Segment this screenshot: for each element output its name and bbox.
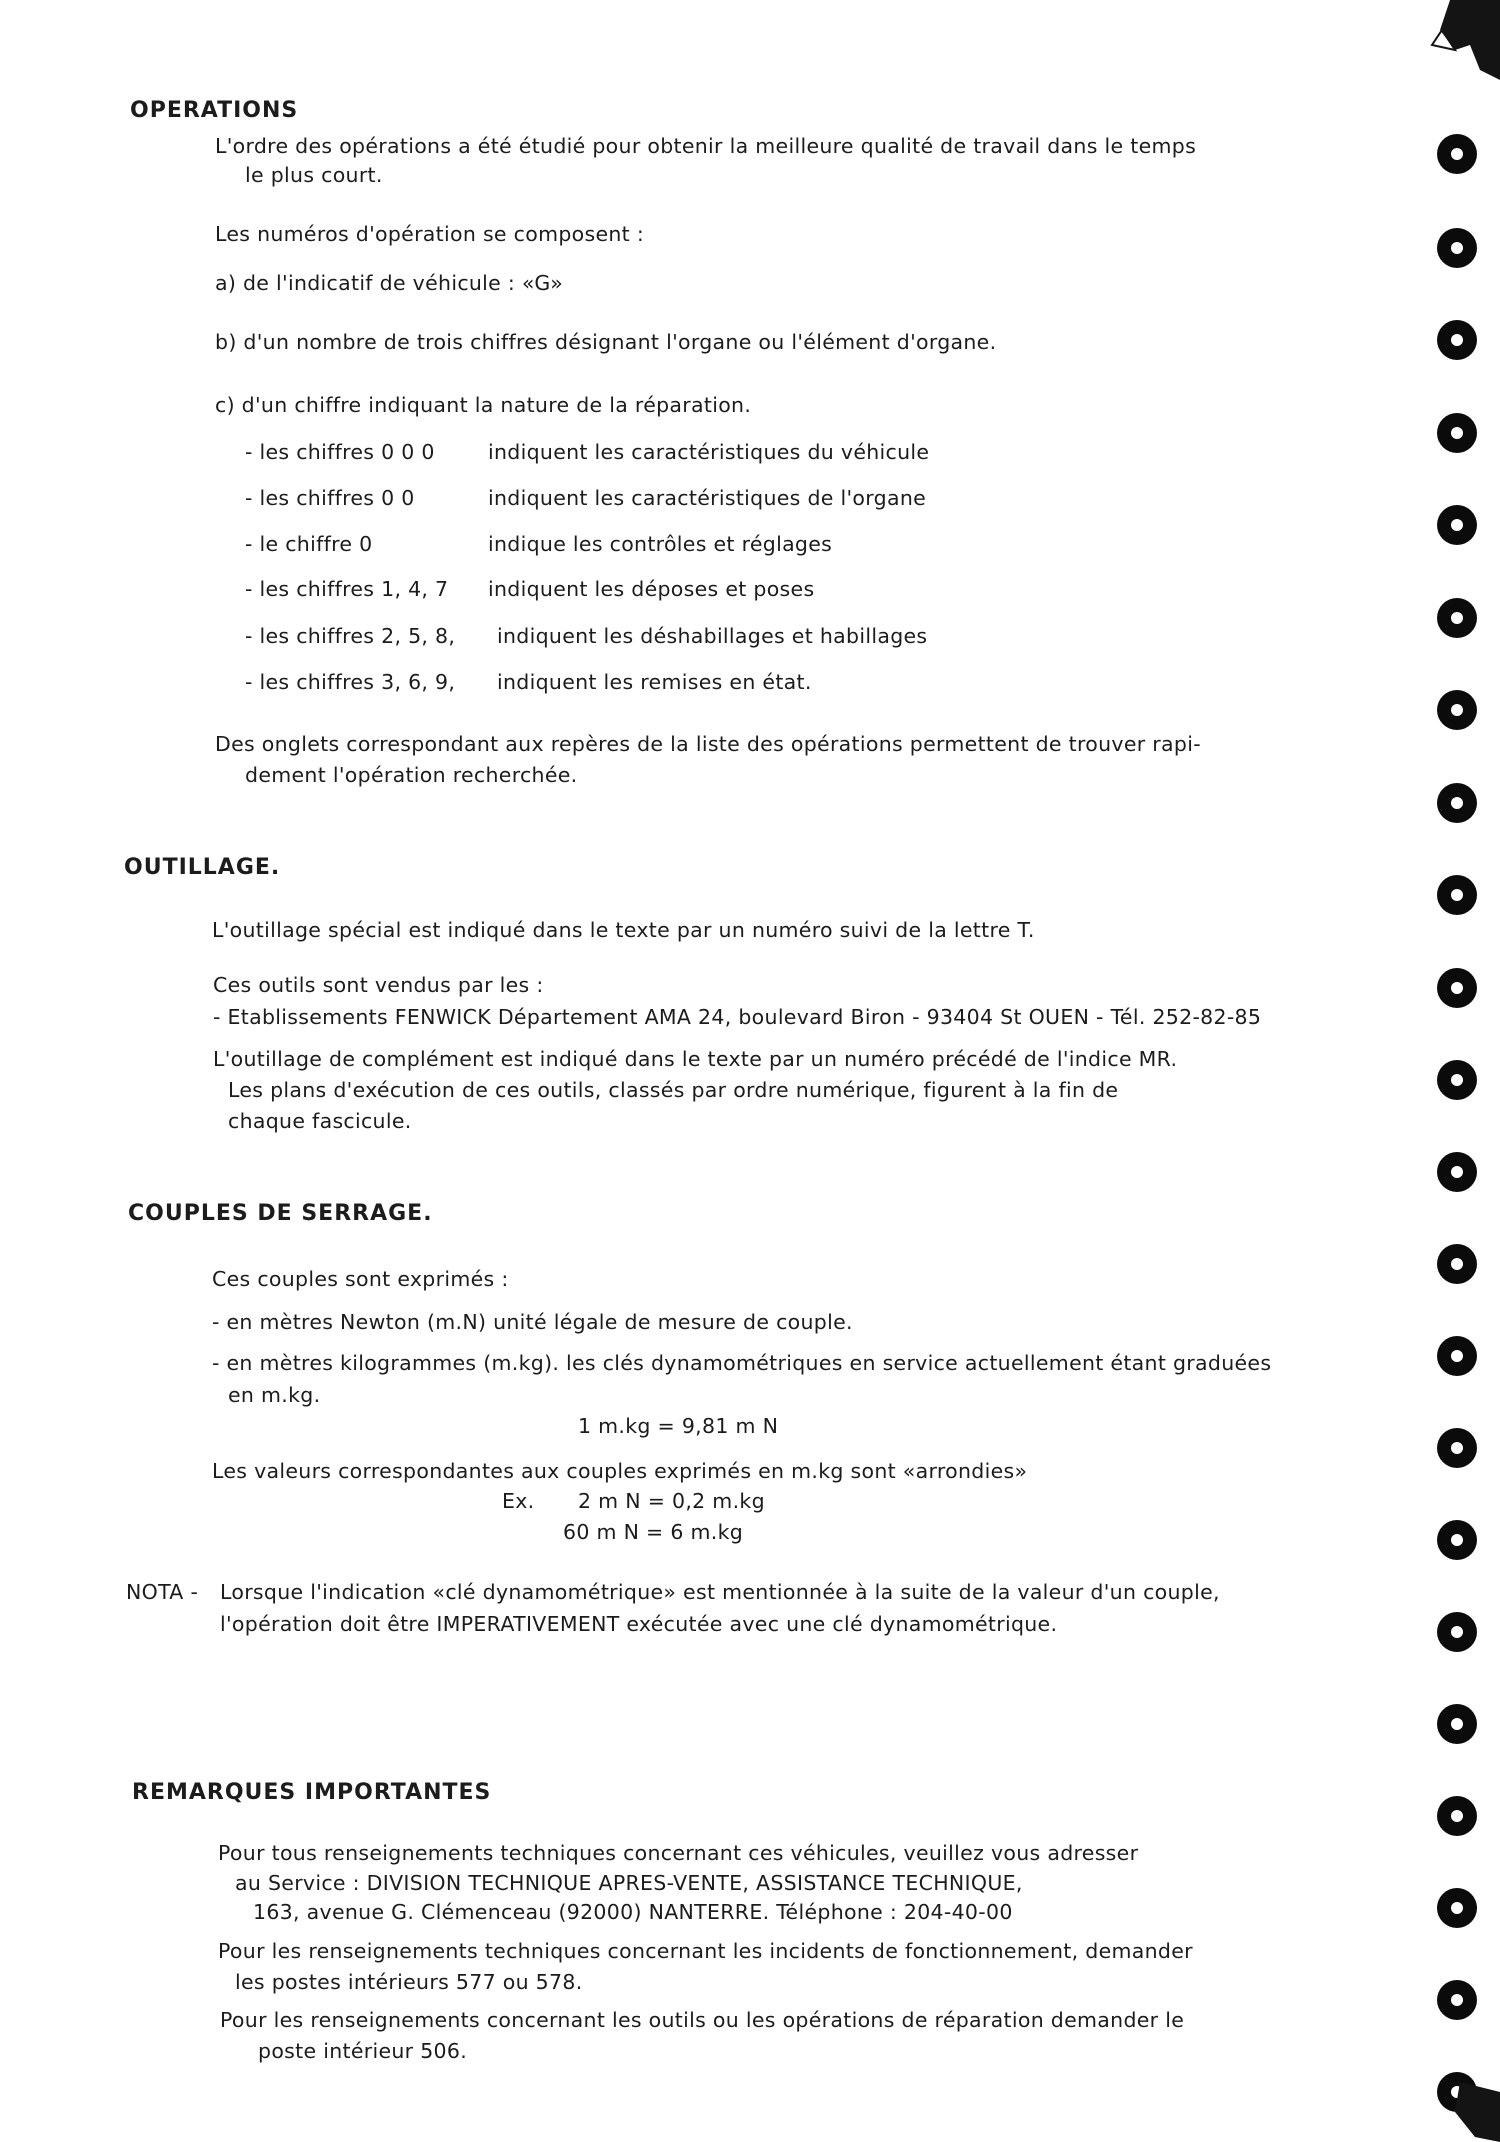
tabs-note-line1: Des onglets correspondant aux repères de la liste des opérations permettent de trouver rapi- [215,732,1201,756]
service-contact-line2: au Service : DIVISION TECHNIQUE APRES-VENTE, ASSISTANCE TECHNIQUE, [235,1871,1023,1895]
tools-contact-line2: poste intérieur 506. [258,2039,468,2063]
rounded-values-text: Les valeurs correspondantes aux couples exprimés en m.kg sont «arrondies» [212,1459,1028,1483]
digit-label: - les chiffres 2, 5, 8, [245,624,456,648]
complement-tools-line1: L'outillage de complément est indiqué dans le texte par un numéro précédé de l'indice MR. [213,1047,1178,1071]
digit-meaning: indique les contrôles et réglages [488,532,833,556]
newton-metres: - en mètres Newton (m.N) unité légale de mesure de couple. [212,1310,853,1334]
punch-hole [1437,134,1477,174]
operation-numbers-intro: Les numéros d'opération se composent : [215,222,645,246]
incidents-contact-line2: les postes intérieurs 577 ou 578. [235,1970,583,1994]
kilogram-metres-line2: en m.kg. [228,1383,321,1407]
service-contact-line1: Pour tous renseignements techniques concernant ces véhicules, veuillez vous adresser [218,1841,1139,1865]
digit-label: - les chiffres 0 0 0 [245,440,435,464]
punch-hole [1437,1612,1477,1652]
item-b: b) d'un nombre de trois chiffres désignant l'organe ou l'élément d'organe. [215,330,997,354]
punch-hole [1437,1152,1477,1192]
punch-hole [1437,1980,1477,2020]
tabs-note-line2: dement l'opération recherchée. [245,763,578,787]
couples-heading: COUPLES DE SERRAGE. [128,1201,433,1226]
punch-hole [1437,1796,1477,1836]
example-1: 2 m N = 0,2 m.kg [578,1489,765,1513]
punch-hole [1437,875,1477,915]
example-2: 60 m N = 6 m.kg [563,1520,744,1544]
item-a: a) de l'indicatif de véhicule : «G» [215,271,564,295]
torques-expressed: Ces couples sont exprimés : [212,1267,509,1291]
punch-hole [1437,968,1477,1008]
conversion-formula: 1 m.kg = 9,81 m N [578,1414,779,1438]
item-c: c) d'un chiffre indiquant la nature de la réparation. [215,393,752,417]
digit-label: - le chiffre 0 [245,532,373,556]
torn-corner-bottom [1440,2082,1500,2142]
punch-hole [1437,690,1477,730]
remarques-heading: REMARQUES IMPORTANTES [132,1780,492,1805]
punch-hole [1437,783,1477,823]
punch-hole [1437,1336,1477,1376]
tools-sold-by: Ces outils sont vendus par les : [213,973,544,997]
kilogram-metres-line1: - en mètres kilogrammes (m.kg). les clés dynamométriques en service actuellement étant graduées [212,1351,1272,1375]
punch-hole [1437,1244,1477,1284]
tools-contact-line1: Pour les renseignements concernant les outils ou les opérations de réparation demander le [220,2008,1185,2032]
torn-corner-top [1410,0,1500,90]
punch-hole [1437,320,1477,360]
digit-meaning: indiquent les caractéristiques du véhicule [488,440,930,464]
punch-hole [1437,505,1477,545]
digit-meaning: indiquent les déshabillages et habillages [497,624,928,648]
punch-hole [1437,598,1477,638]
digit-label: - les chiffres 1, 4, 7 [245,577,449,601]
nota-label: NOTA - [126,1580,199,1604]
punch-hole [1437,1704,1477,1744]
service-contact-line3: 163, avenue G. Clémenceau (92000) NANTERRE. Téléphone : 204-40-00 [253,1900,1013,1924]
punch-hole [1437,1520,1477,1560]
operations-heading: OPERATIONS [130,98,299,123]
example-label: Ex. [502,1489,535,1513]
incidents-contact-line1: Pour les renseignements techniques concernant les incidents de fonctionnement, demander [218,1939,1193,1963]
digit-meaning: indiquent les déposes et poses [488,577,815,601]
operations-intro-line2: le plus court. [245,163,383,187]
outillage-heading: OUTILLAGE. [124,855,281,880]
digit-label: - les chiffres 3, 6, 9, [245,670,456,694]
punch-hole [1437,228,1477,268]
supplier-address: - Etablissements FENWICK Département AMA 24, boulevard Biron - 93404 St OUEN - Tél. 252-82-85 [213,1005,1262,1029]
nota-line1: Lorsque l'indication «clé dynamométrique» est mentionnée à la suite de la valeur d'un couple, [220,1580,1220,1604]
punch-hole [1437,1888,1477,1928]
nota-line2: l'opération doit être IMPERATIVEMENT exécutée avec une clé dynamométrique. [220,1612,1058,1636]
complement-tools-line3: chaque fascicule. [228,1109,412,1133]
punch-hole [1437,1428,1477,1468]
punch-hole [1437,1060,1477,1100]
special-tools-text: L'outillage spécial est indiqué dans le texte par un numéro suivi de la lettre T. [212,918,1035,942]
digit-label: - les chiffres 0 0 [245,486,415,510]
digit-meaning: indiquent les caractéristiques de l'organe [488,486,927,510]
complement-tools-line2: Les plans d'exécution de ces outils, classés par ordre numérique, figurent à la fin de [228,1078,1119,1102]
operations-intro-line1: L'ordre des opérations a été étudié pour obtenir la meilleure qualité de travail dans le temps [215,134,1197,158]
digit-meaning: indiquent les remises en état. [497,670,812,694]
punch-hole [1437,413,1477,453]
